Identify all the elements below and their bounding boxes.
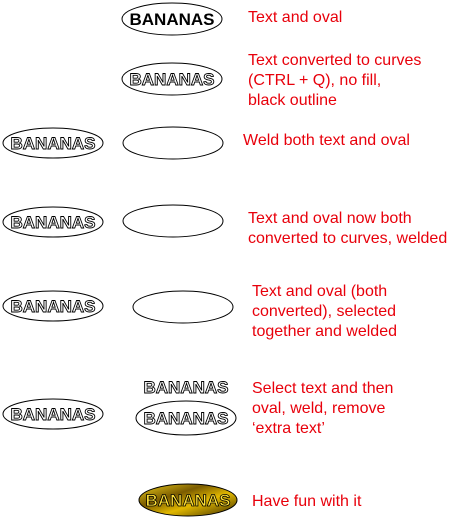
outlined-word-text: BANANAS — [129, 70, 215, 89]
step-1-caption — [248, 8, 342, 28]
welded-word-text: BANANAS — [10, 405, 96, 424]
caption-line: (CTRL + Q), no fill, — [248, 72, 382, 89]
welded-word-text: BANANAS — [10, 134, 96, 153]
step-7-caption — [252, 492, 361, 512]
banana-filled-word: BANANAS — [145, 491, 231, 510]
caption-line: black outline — [248, 92, 337, 109]
step-3-graphic — [3, 127, 223, 159]
step-5-graphic — [3, 291, 233, 323]
step-4-graphic — [3, 205, 223, 237]
step-4-caption — [248, 209, 447, 249]
word-text: BANANAS — [129, 10, 215, 29]
caption-line: together and welded — [252, 323, 397, 340]
caption-line: ‘extra text’ — [252, 420, 325, 437]
welded-word-text: BANANAS — [10, 213, 96, 232]
caption-line: Text and oval (both — [252, 283, 388, 300]
step-5-caption — [252, 282, 397, 342]
step-6-graphic — [3, 378, 236, 435]
welded-word-text: BANANAS — [143, 409, 229, 428]
caption-line: Select text and then — [252, 380, 394, 397]
caption-line: converted to curves, welded — [248, 230, 448, 247]
caption-line: Have fun with it — [252, 493, 362, 510]
step-2-caption — [248, 51, 421, 111]
separate-oval — [123, 127, 223, 159]
caption-line: Weld both text and oval — [243, 132, 410, 149]
step-1-graphic — [122, 3, 222, 35]
caption-line: Text and oval — [248, 9, 343, 26]
caption-line: Text and oval now both — [248, 210, 412, 227]
extra-word-text: BANANAS — [143, 378, 229, 397]
step-3-caption — [243, 131, 410, 151]
caption-line: converted), selected — [252, 303, 397, 320]
step-2-graphic — [122, 63, 222, 95]
step-6-caption — [252, 379, 393, 439]
caption-line: oval, weld, remove — [252, 400, 386, 417]
separate-oval — [133, 291, 233, 323]
step-7-graphic — [139, 484, 237, 516]
welded-word-text: BANANAS — [10, 297, 96, 316]
caption-line: Text converted to curves — [248, 52, 422, 69]
separate-oval — [123, 205, 223, 237]
